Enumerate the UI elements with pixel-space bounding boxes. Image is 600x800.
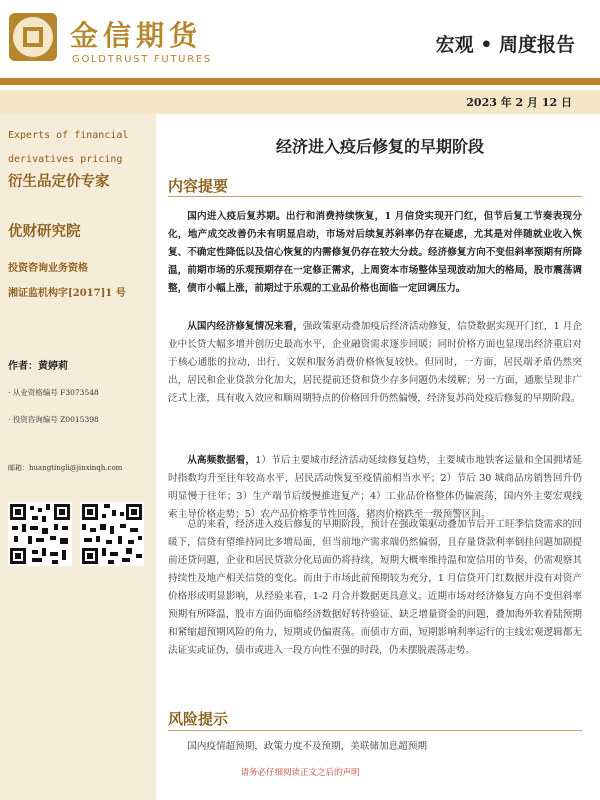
institute-name: 优财研究院 xyxy=(8,224,81,240)
summary-heading: 内容提要 xyxy=(168,177,229,195)
paragraph-conclusion: 总的来看，经济进入疫后修复的早期阶段，预计在强政策驱动叠加节后开工旺季信贷需求的回暖下，信贷有望维持同比多增局面，但当前地产需求端仍然偏弱，且存量贷款利率倒挂问题加剧提前还贷问题，企业和居民贷款分化局面仍将持续，短期大概率维持温和宽信用的节奏，仍需观察其持续性及地产相关信贷的变化。而由于市场此前预期较为充分，1 月信贷开门红数据并没有对资产价格形成明显影响，从经验来看，1-2 月合并数据更具意义。近期市场对经济修复方向不变但斜率预期有所降温，股市方面仍面临经济数据好转待验证、缺乏增量资金的问题，叠加海外软着陆预期和紧缩超预期风险的角力，短期或仍偏震荡。而债市方面，短期影响利率运行的主线宏观逻辑都无法证实或证伪，债市或进入一段方向性不强的时段，仍未摆脱震荡走势。 xyxy=(168,519,582,656)
sidebar-tagline-cn: 衍生品定价专家 xyxy=(8,174,110,190)
qr-code-icon xyxy=(8,502,72,566)
report-date: 2023 年 2 月 12 日 xyxy=(466,96,572,109)
risk-text: 国内疫情超预期，政策力度不及预期，美联储加息超预期 xyxy=(187,741,428,752)
paragraph-high-frequency xyxy=(168,452,582,524)
brand-name-en: GOLDTRUST FUTURES xyxy=(72,54,212,65)
header-divider xyxy=(0,78,600,85)
section-divider xyxy=(168,196,582,197)
paragraph-lead: 从国内经济修复情况来看， xyxy=(187,321,303,332)
paragraph-body: 1）节后主要城市经济活动延续修复趋势，主要城市地铁客运量和全国拥堵延时指数均升至往年较高水平，居民活动恢复至疫情前相当水平；2）节后 30 城商品房销售回升仍明显慢于往年；3）生产端节后缓慢推进复产；4）工业品价格整体仍偏震荡，国内外主要宏观线索主导价格走势；5）农产品价格季节性回落，猪肉价格跌至一级预警区间。 xyxy=(168,455,583,520)
brand-name-cn: 金信期货 xyxy=(70,19,203,52)
qr-code-icon xyxy=(80,502,144,566)
qualification-1: 投资咨询业务资格 xyxy=(8,263,88,274)
sidebar xyxy=(0,114,156,800)
author-email: 邮箱：huangtingli@jinxinqh.com xyxy=(8,464,123,472)
summary-paragraph: 国内进入疫后复苏期。出行和消费持续恢复，1 月信贷实现开门红，但节后复工节奏表现分化，地产成交改善仍未有明显启动，市场对后续复苏斜率仍存在疑虑，尤其是对伴随就业收入恢复、不确定性降低以及信心恢复的内需修复仍存在较大分歧。经济修复方向不变但斜率预期有所降温，前期市场的乐观预期存在一定修正需求，上周资本市场整体呈现波动加大的格局，股市震荡调整，债市小幅上涨，前期过于乐观的工业品价格也面临一定回调压力。 xyxy=(168,211,582,294)
section-divider xyxy=(168,730,582,731)
report-header xyxy=(0,0,600,86)
cert-number-1: · 从业资格编号 F3073548 xyxy=(8,388,99,397)
cert-number-2: · 投资咨询编号 Z0015398 xyxy=(8,415,99,424)
report-title: 经济进入疫后修复的早期阶段 xyxy=(275,137,484,156)
paragraph-lead: 从高频数据看， xyxy=(187,455,256,466)
disclaimer-note: 请务必仔细阅读正文之后的声明 xyxy=(240,768,360,778)
sidebar-tagline-en: Experts of financial derivatives pricing xyxy=(8,130,129,165)
coin-logo-icon xyxy=(8,12,58,62)
qualification-2: 湘证监机构字[2017]1 号 xyxy=(8,288,126,299)
author-name: 作者：黄婷莉 xyxy=(8,361,68,372)
paragraph-domestic-recovery xyxy=(168,318,582,408)
paragraph-body: 强政策驱动叠加疫后经济活动修复，信贷数据实现开门红，1 月企业中长贷大幅多增并创历史最高水平，企业融资需求逐步回暖；同时价格方面也显现出经济重启对于核心通胀的拉动，出行、文娱和服务消费价格恢复较快。但同时，一方面，居民端矛盾仍然突出，居民和企业贷款分化加大，居民提前还贷和贷少存多问题仍未缓解；另一方面，通胀呈现非广泛式上涨，具有收入效应和顺周期特点的价格回升仍然偏慢，经济复苏尚处疫后修复的早期阶段。 xyxy=(168,321,583,404)
risk-heading: 风险提示 xyxy=(168,710,229,728)
report-type: 宏观 • 周度报告 xyxy=(435,34,575,56)
